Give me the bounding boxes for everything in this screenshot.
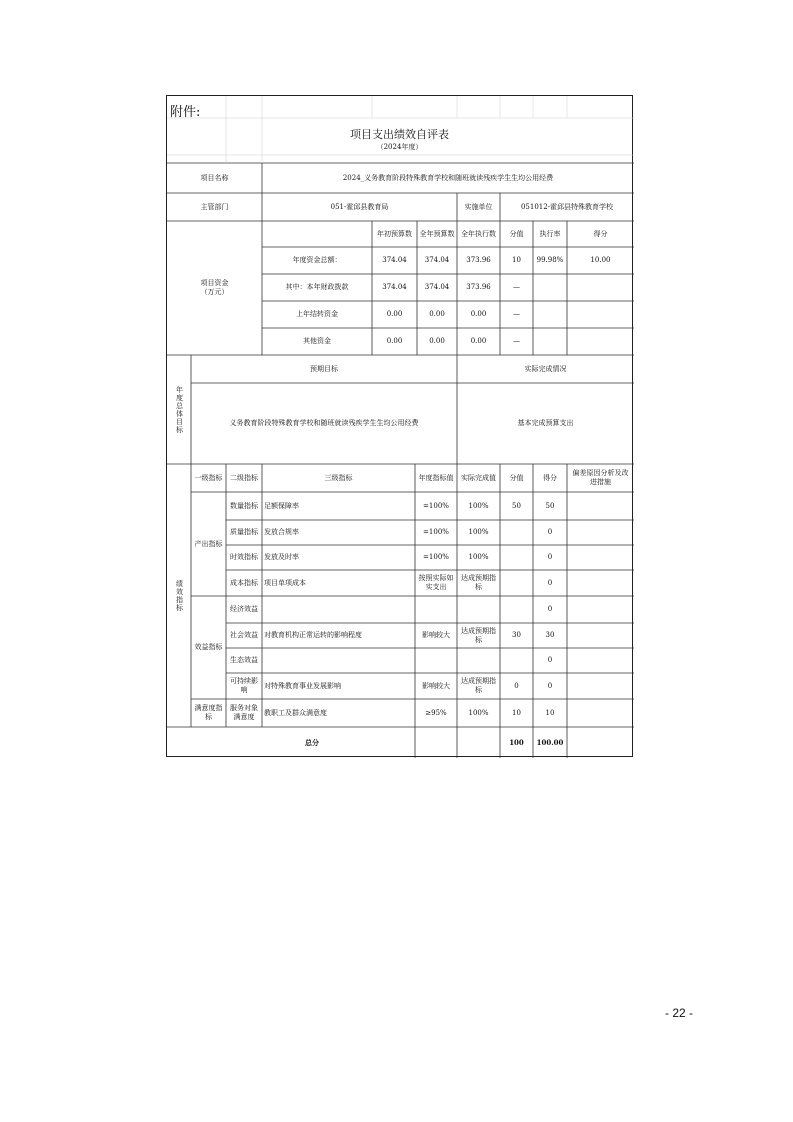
project-name-value: 2024_义务教育阶段特殊教育学校和随班就读残疾学生生均公用经费 bbox=[342, 173, 554, 182]
indicator-target: =100% bbox=[423, 528, 449, 536]
indicator-header: 一级指标 bbox=[194, 473, 223, 482]
indicator-l3: 对特殊教育事业发展影响 bbox=[264, 681, 341, 690]
funds-cell: 374.04 bbox=[424, 256, 450, 264]
group-satisfaction: 满意度指标 bbox=[194, 704, 223, 721]
indicator-got: 0 bbox=[547, 528, 553, 536]
indicator-l2: 服务对象满意度 bbox=[230, 704, 258, 721]
indicator-l3: 足额保障率 bbox=[264, 501, 299, 510]
indicator-l2: 经济效益 bbox=[230, 605, 258, 613]
indicator-l2: 数量指标 bbox=[230, 501, 258, 510]
indicator-target: =100% bbox=[423, 553, 449, 561]
indicator-header: 偏差原因分析及改进措施 bbox=[572, 469, 629, 486]
funds-cell: 373.96 bbox=[466, 256, 491, 264]
indicator-actual: 100% bbox=[468, 528, 489, 536]
funds-label: 项目资金 （万元） bbox=[200, 279, 229, 296]
indicator-score: 30 bbox=[512, 631, 521, 639]
funds-cell: 373.96 bbox=[466, 283, 491, 291]
goals-expected: 义务教育阶段特殊教育学校和随班就读残疾学生生均公用经费 bbox=[229, 419, 419, 427]
indicator-got: 0 bbox=[547, 656, 553, 664]
indicator-got: 0 bbox=[547, 681, 553, 690]
indicator-target: =100% bbox=[423, 501, 449, 510]
funds-row-label: 年度资金总额： bbox=[292, 256, 342, 264]
indicator-got: 50 bbox=[545, 501, 555, 510]
funds-row-label: 其中：本年财政拨款 bbox=[285, 283, 349, 291]
funds-cell: 374.04 bbox=[424, 283, 450, 291]
sheet-year: （2024年度） bbox=[376, 143, 423, 151]
funds-cell: 10 bbox=[512, 256, 521, 264]
evaluation-sheet bbox=[166, 95, 633, 757]
funds-header: 全年预算数 bbox=[419, 229, 455, 238]
funds-cell: — bbox=[513, 283, 520, 291]
funds-header: 执行率 bbox=[539, 229, 561, 238]
page-number: - 22 - bbox=[665, 1006, 694, 1020]
indicator-got: 10 bbox=[545, 708, 555, 717]
funds-cell: 374.04 bbox=[382, 256, 407, 264]
total-label: 总分 bbox=[305, 738, 319, 747]
funds-cell: 10.00 bbox=[590, 256, 611, 264]
sheet-title: 项目支出绩效自评表 bbox=[350, 128, 449, 141]
goals-expected-label: 预期目标 bbox=[310, 364, 338, 373]
funds-cell: 0.00 bbox=[386, 310, 403, 318]
indicator-l3: 项目单项成本 bbox=[264, 578, 306, 587]
funds-header: 分值 bbox=[509, 229, 524, 238]
indicator-got: 0 bbox=[547, 578, 553, 587]
group-output: 产出指标 bbox=[194, 539, 223, 548]
indicators-label: 绩效指标 bbox=[175, 579, 184, 612]
indicator-score: 0 bbox=[514, 681, 519, 690]
goals-label: 年度总体目标 bbox=[175, 385, 184, 434]
project-name-label: 项目名称 bbox=[200, 173, 229, 182]
funds-cell: 0.00 bbox=[429, 310, 445, 318]
indicator-target: 按照实际如实支出 bbox=[418, 574, 454, 591]
attachment-label: 附件: bbox=[170, 105, 201, 120]
funds-cell: 0.00 bbox=[386, 337, 403, 345]
indicator-actual: 达成预期指标 bbox=[461, 677, 496, 694]
funds-cell: 0.00 bbox=[429, 337, 445, 345]
funds-row-label: 上年结转资金 bbox=[296, 310, 338, 318]
indicator-actual: 100% bbox=[468, 708, 489, 717]
funds-cell: 374.04 bbox=[382, 283, 407, 291]
indicator-l2: 时效指标 bbox=[230, 553, 258, 561]
indicator-target: 影响较大 bbox=[422, 631, 450, 639]
funds-header: 年初预算数 bbox=[377, 229, 412, 238]
indicator-l3: 发放及时率 bbox=[264, 553, 299, 561]
dept-value: 051-霍邱县教育局 bbox=[330, 202, 389, 211]
indicator-l2: 质量指标 bbox=[230, 528, 258, 536]
funds-header: 得分 bbox=[593, 229, 608, 238]
funds-cell: 99.98% bbox=[536, 256, 564, 264]
funds-cell: 0.00 bbox=[470, 310, 487, 318]
indicator-l2: 生态效益 bbox=[230, 656, 258, 664]
indicator-got: 0 bbox=[547, 553, 553, 561]
indicator-actual: 100% bbox=[468, 553, 489, 561]
indicator-l3: 教职工及群众满意度 bbox=[264, 708, 327, 717]
funds-cell: 0.00 bbox=[470, 337, 487, 345]
indicator-got: 0 bbox=[547, 605, 553, 613]
impl-value: 051012-霍邱县特殊教育学校 bbox=[520, 202, 614, 211]
indicator-header: 年度指标值 bbox=[418, 473, 454, 482]
indicator-actual: 100% bbox=[468, 501, 489, 510]
indicator-l3: 发放合规率 bbox=[264, 528, 299, 536]
indicator-actual: 达成预期指标 bbox=[461, 626, 496, 644]
indicator-header: 实际完成值 bbox=[461, 473, 496, 482]
funds-cell: — bbox=[513, 310, 520, 318]
dept-label: 主管部门 bbox=[200, 202, 229, 211]
indicator-header: 得分 bbox=[543, 473, 557, 482]
funds-header: 全年执行数 bbox=[461, 229, 496, 238]
funds-row-label: 其他资金 bbox=[303, 337, 331, 345]
indicator-header: 分值 bbox=[509, 473, 524, 482]
indicator-score: 10 bbox=[512, 708, 521, 717]
indicator-l2: 社会效益 bbox=[230, 631, 258, 639]
funds-cell: — bbox=[513, 337, 520, 345]
total-got: 100.00 bbox=[536, 738, 564, 747]
indicator-l2: 可持续影响 bbox=[230, 677, 258, 694]
group-effect: 效益指标 bbox=[194, 643, 223, 651]
indicator-score: 50 bbox=[512, 501, 521, 510]
indicator-header: 二级指标 bbox=[230, 473, 258, 482]
total-score: 100 bbox=[509, 738, 524, 747]
indicator-target: ≥95% bbox=[425, 708, 447, 717]
indicator-actual: 达成预期指标 bbox=[461, 574, 496, 591]
indicator-got: 30 bbox=[545, 631, 555, 639]
indicator-l2: 成本指标 bbox=[230, 578, 258, 587]
impl-label: 实施单位 bbox=[464, 202, 493, 211]
goals-actual-label: 实际完成情况 bbox=[524, 364, 567, 373]
goals-actual: 基本完成预算支出 bbox=[517, 419, 574, 427]
indicator-header: 三级指标 bbox=[324, 473, 353, 482]
indicator-target: 影响较大 bbox=[422, 681, 450, 690]
indicator-l3: 对教育机构正常运转的影响程度 bbox=[264, 631, 362, 639]
